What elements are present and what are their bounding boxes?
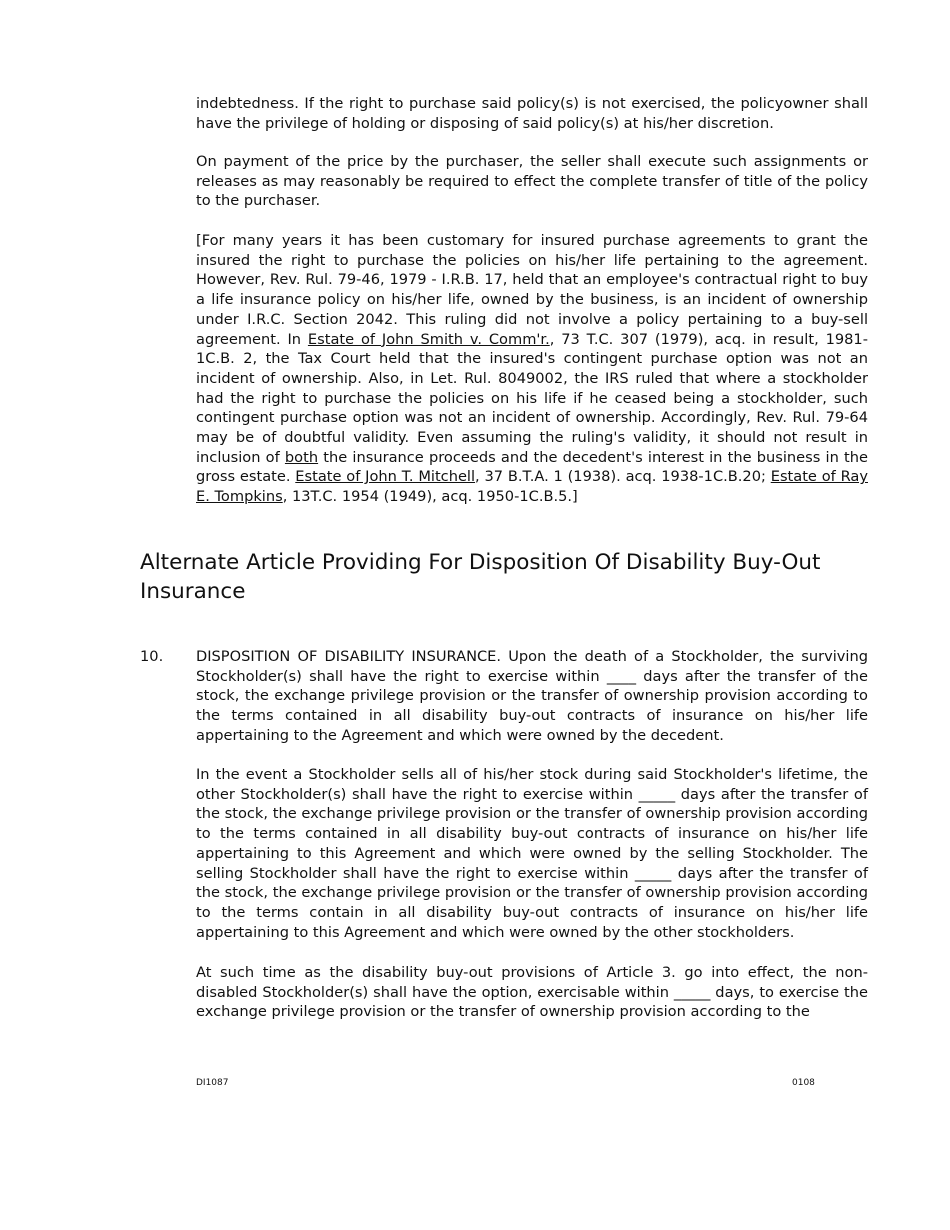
paragraph-payment: On payment of the price by the purchaser, the seller shall execute such assignments or releases as may reasonably be required to effect the complete transfer of title of the policy to the purchaser.: [196, 153, 868, 210]
note-text-1: [For many years it has been customary for insured purchase agreements to grant the insured the right to purchase the policies on his/her life pertaining to the agreement. However, Rev. Rul. 79-46, 1979 - I.R.B. 17, held that an employee's contractual right to buy a life insurance policy on his/her life, owned by the business, is an incident of ownership under I.R.C. Section 2042. This ruling did not involve a policy pertaining to a buy-sell agreement. In: [196, 232, 868, 348]
paragraph-tax-note: [196, 231, 868, 507]
note-text-3: the insurance proceeds and the decedent's interest in the business in the gross estate.: [196, 448, 868, 486]
note-text-4: , 37 B.T.A. 1 (1938). acq. 1938-1C.B.20;: [475, 468, 771, 486]
footer-revision-code: 0108: [792, 1078, 815, 1088]
paragraph-indebtedness: indebtedness. If the right to purchase said policy(s) is not exercised, the policyowner shall have the privilege of holding or disposing of said policy(s) at his/her discretion.: [196, 95, 868, 132]
section-heading: Alternate Article Providing For Disposition Of Disability Buy-Out Insurance: [140, 550, 821, 604]
note-text-5: , 13T.C. 1954 (1949), acq. 1950-1C.B.5.]: [282, 488, 578, 506]
note-text-2: , 73 T.C. 307 (1979), acq. in result, 1981-1C.B. 2, the Tax Court held that the insured's contingent purchase option was not an incident of ownership. Also, in Let. Rul. 8049002, the IRS ruled that where a stockholder had the right to purchase the policies on his life if he ceased being a stockholder, such contingent purchase option was not an incident of ownership. Accordingly, Rev. Rul. 79-64 may be of doubtful validity. Even assuming the ruling's validity, it should not result in inclusion of: [196, 330, 868, 466]
emphasis-both: both: [284, 448, 319, 466]
article-paragraph-sale: In the event a Stockholder sells all of his/her stock during said Stockholder's lifetime, the other Stockholder(s) shall have the right to exercise within _____ days after the transfer of the stock, the exchange privilege provision or the transfer of ownership provision according to the terms contained in all disability buy-out contracts of insurance on his/her life appertaining to this Agreement and which were owned by the selling Stockholder. The selling Stockholder shall have the right to exercise within _____ days after the transfer of the stock, the exchange privilege provision or the transfer of ownership provision according to the terms contain in all disability buy-out contracts of insurance on his/her life appertaining to this Agreement and which were owned by the other stockholders.: [196, 766, 868, 941]
article-text: Upon the death of a Stockholder, the surviving Stockholder(s) shall have the right to exercise within ____ days after the transfer of the stock, the exchange privilege provision or the transfer of ownership provision according to the terms contained in all disability buy-out contracts of insurance on his/her life appertaining to the Agreement and which were owned by the decedent.: [196, 648, 868, 744]
article-number: 10.: [140, 648, 164, 665]
case-citation-mitchell: Estate of John T. Mitchell: [295, 468, 476, 486]
case-citation-tompkins: Estate of Ray E. Tompkins: [196, 468, 868, 506]
case-citation-smith: Estate of John Smith v. Comm'r.: [307, 330, 550, 348]
article-title: DISPOSITION OF DISABILITY INSURANCE.: [196, 648, 502, 665]
article-paragraph-death: [196, 647, 868, 746]
article-paragraph-disability: At such time as the disability buy-out provisions of Article 3. go into effect, the non-disabled Stockholder(s) shall have the option, exercisable within _____ days, to exercise the exchange privilege provision or the transfer of ownership provision according to the: [196, 964, 868, 1021]
footer-form-code: DI1087: [196, 1078, 229, 1088]
